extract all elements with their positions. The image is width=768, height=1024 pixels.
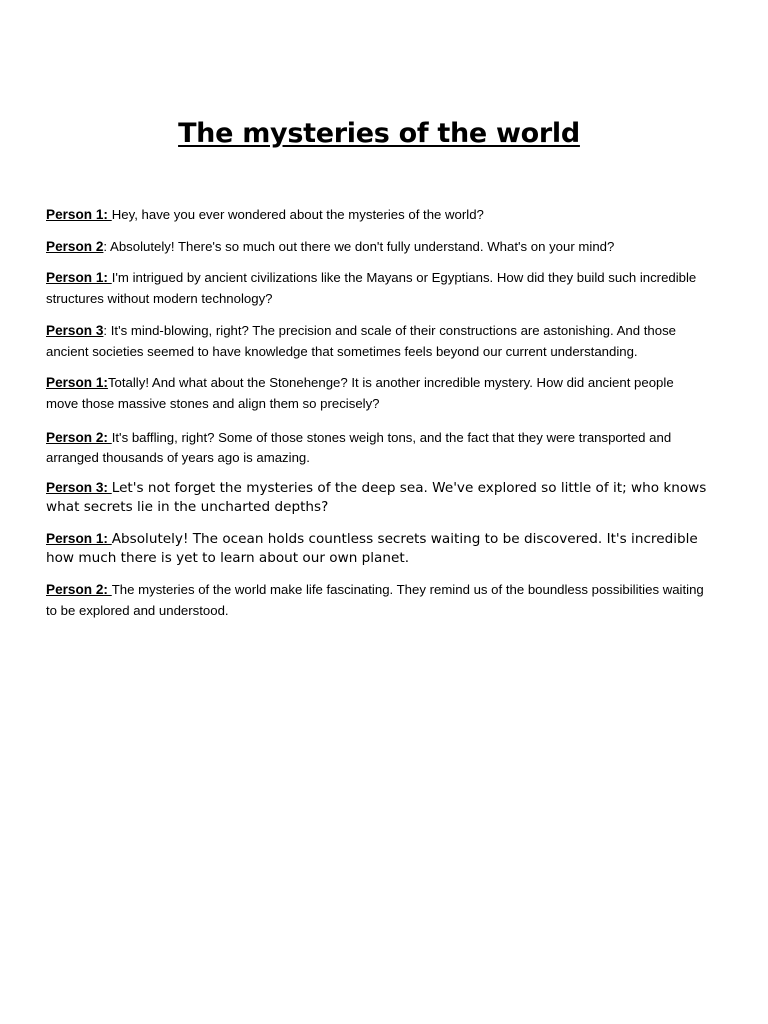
speaker-label: Person 2 (46, 238, 104, 254)
line-text: : Absolutely! There's so much out there we don't fully understand. What's on your mind? (103, 238, 615, 254)
line-text: Hey, have you ever wondered about the mysteries of the world? (111, 207, 484, 222)
dialogue-line-8 (46, 529, 708, 568)
dialogue-line-9 (46, 580, 708, 621)
dialogue-line-7 (46, 478, 708, 517)
line-text: The mysteries of the world make life fascinating. They remind us of the boundless possibilities waiting to be explored and understood. (46, 582, 704, 618)
line-text: It's baffling, right? Some of those stones weigh tons, and the fact that they were transported and arranged thousands of years ago is amazing. (46, 429, 672, 466)
line-text: Let's not forget the mysteries of the deep sea. We've explored so little of it; who knows what secrets lie in the uncharted depths? (46, 480, 707, 516)
speaker-label: Person 1: (46, 375, 108, 391)
speaker-label: Person 1: (46, 270, 112, 286)
speaker-label: Person 1: (46, 531, 112, 547)
line-text: : It's mind-blowing, right? The precision and scale of their constructions are astonishing. And those ancient societies seemed to have knowledge that sometimes feels beyond our current understanding. (46, 322, 677, 359)
line-text: Absolutely! The ocean holds countless secrets waiting to be discovered. It's incredible how much there is yet to learn about our own planet. (46, 531, 698, 567)
dialogue-line-5 (46, 373, 708, 414)
speaker-label: Person 2: (46, 582, 112, 598)
dialogue-line-6 (46, 428, 708, 469)
speaker-label: Person 2: (46, 429, 112, 445)
dialogue-line-4 (46, 321, 708, 362)
dialogue-line-2 (46, 237, 708, 258)
speaker-label: Person 3: (46, 480, 112, 496)
line-text: I'm intrigued by ancient civilizations like the Mayans or Egyptians. How did they build such incredible structures without modern technology? (46, 270, 697, 307)
dialogue (46, 205, 708, 632)
dialogue-line-1 (46, 205, 708, 226)
speaker-label: Person 1: (46, 207, 112, 222)
speaker-label: Person 3 (46, 322, 104, 338)
line-text: Totally! And what about the Stonehenge? It is another incredible mystery. How did ancient people move those massive stones and align them so precisely? (46, 375, 674, 411)
dialogue-line-3 (46, 268, 708, 309)
document-title: The mysteries of the world (178, 118, 580, 149)
